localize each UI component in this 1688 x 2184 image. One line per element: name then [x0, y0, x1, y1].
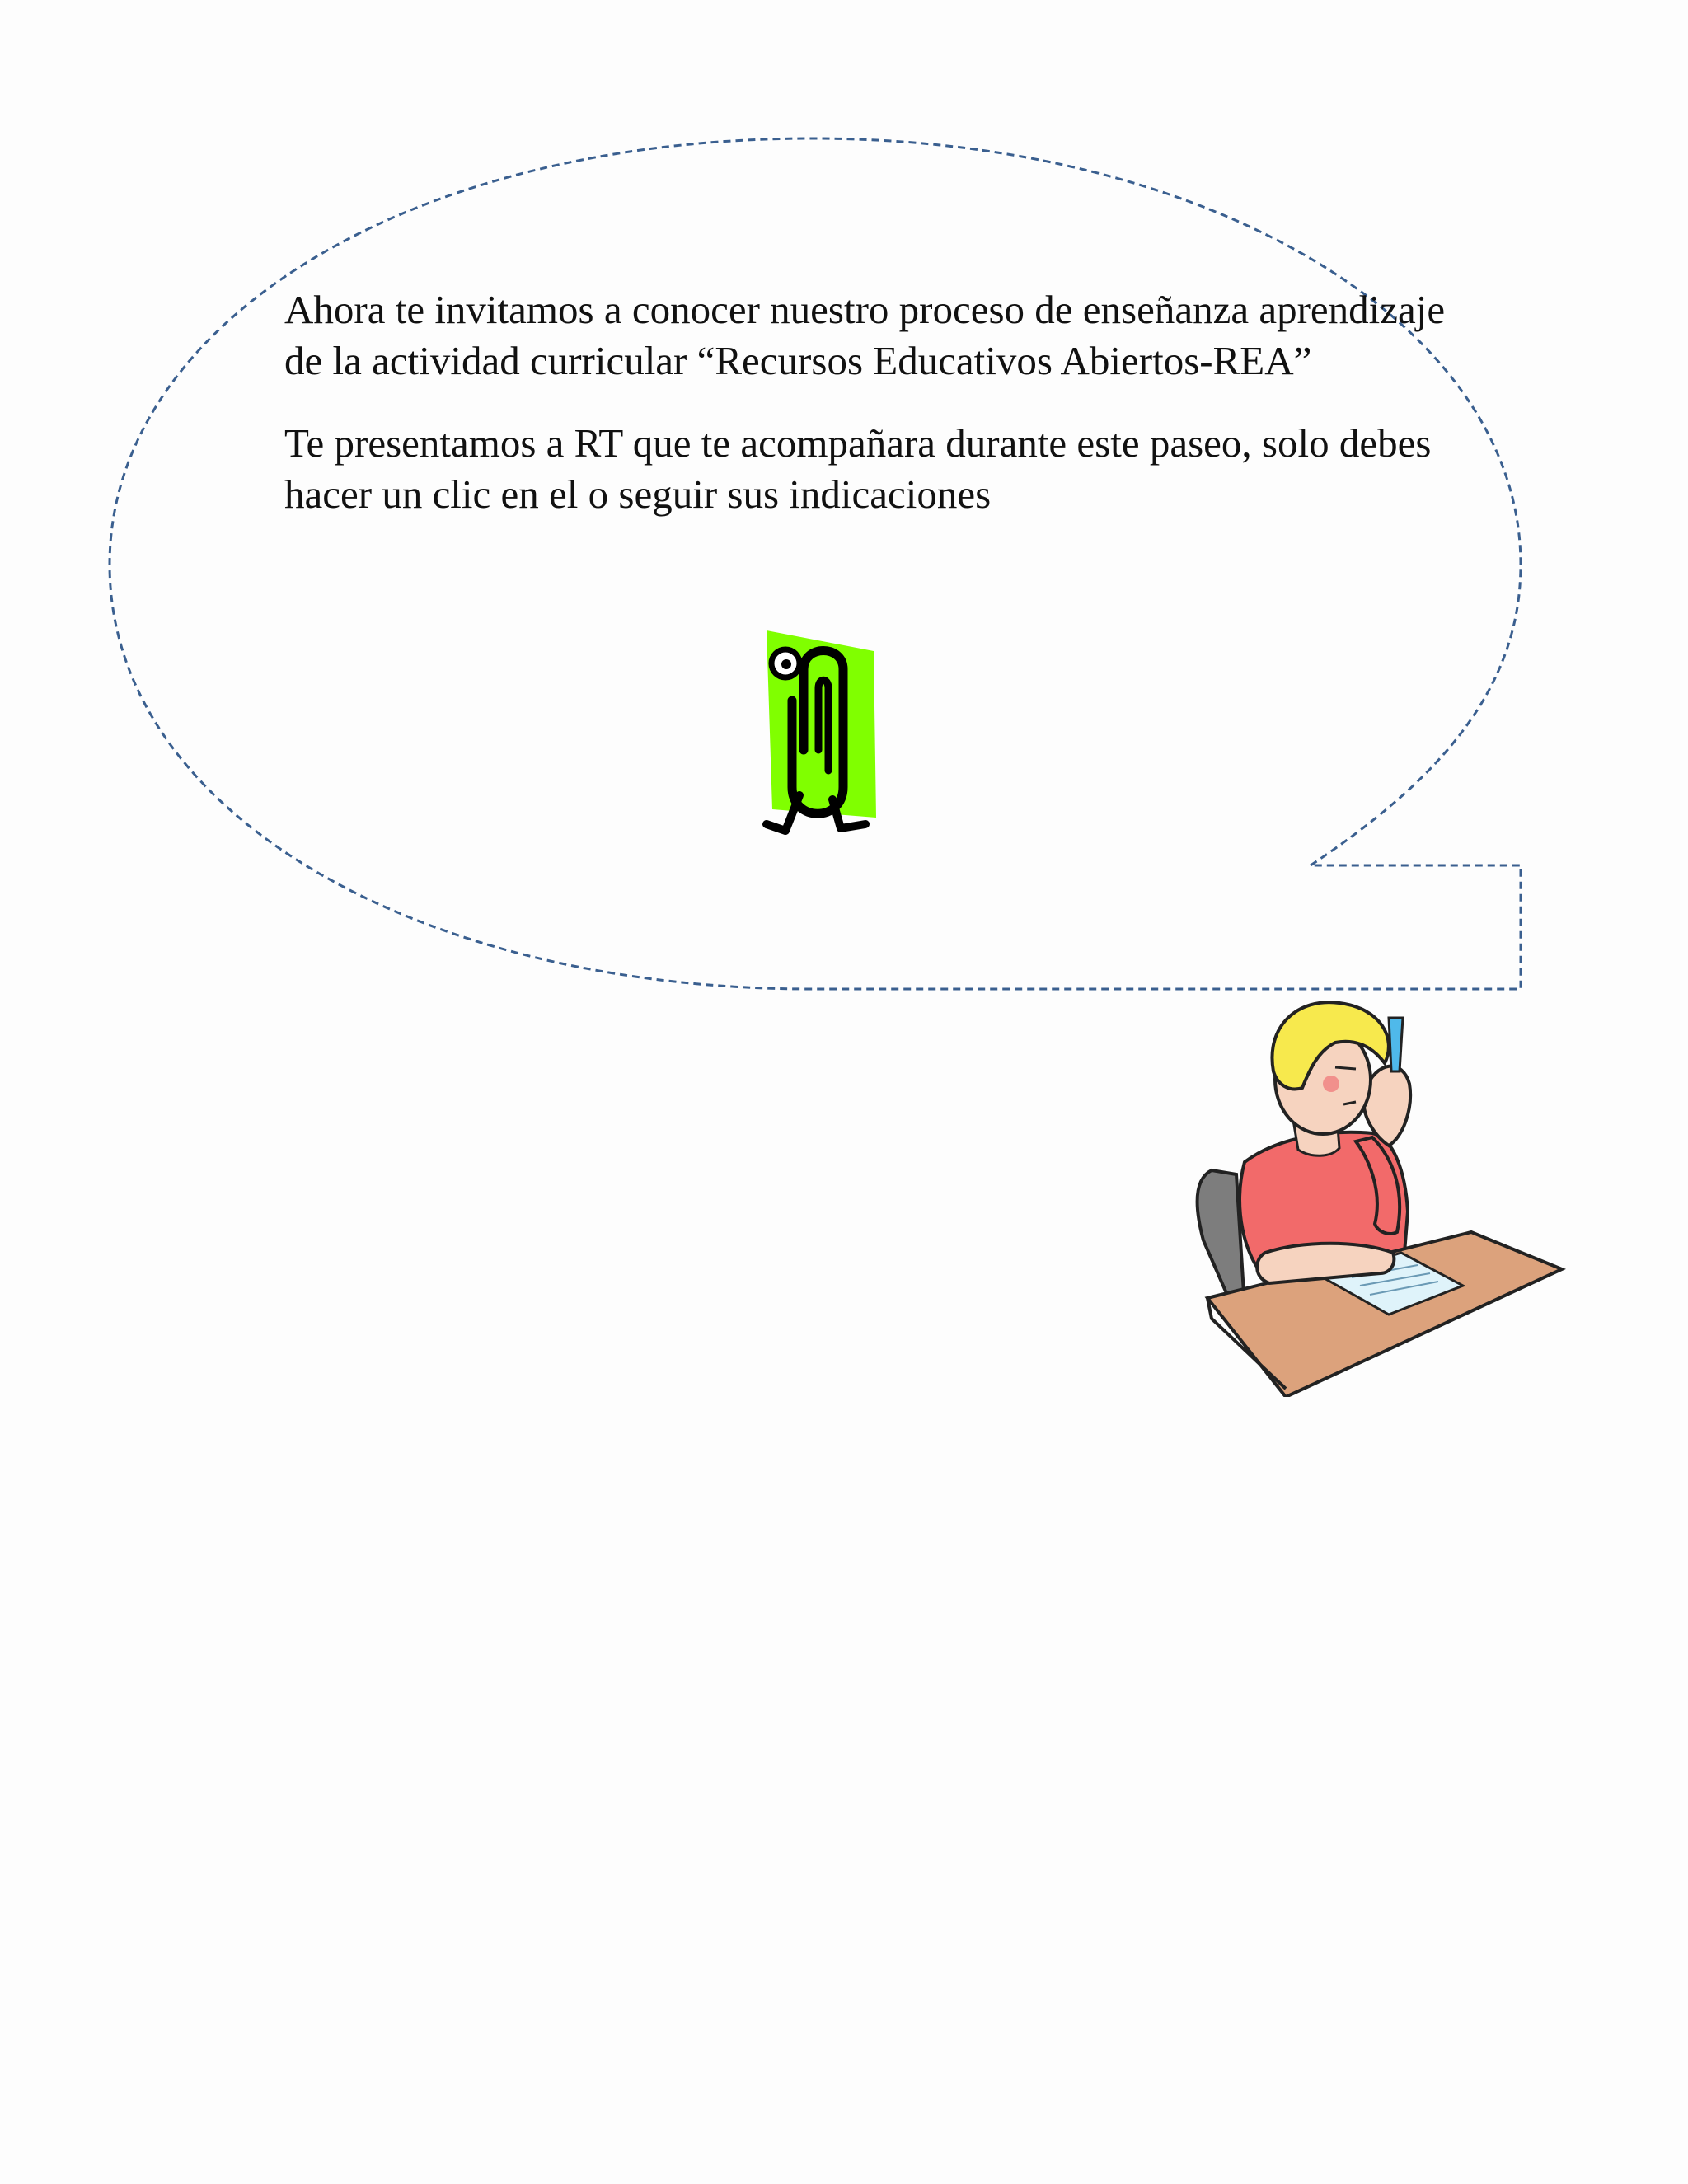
student-thinking-at-desk-icon — [1187, 993, 1566, 1397]
guide-paragraph: Te presentamos a RT que te acompañara durante este paseo, solo debes hacer un clic en el o seguir sus indicaciones — [284, 420, 1432, 517]
paperclip-character-icon[interactable] — [754, 626, 882, 847]
speech-bubble-text — [284, 284, 1455, 551]
intro-paragraph: Ahora te invitamos a conocer nuestro proceso de enseñanza aprendizaje de la actividad curricular “Recursos Educativos Abiertos-REA” — [284, 287, 1446, 383]
